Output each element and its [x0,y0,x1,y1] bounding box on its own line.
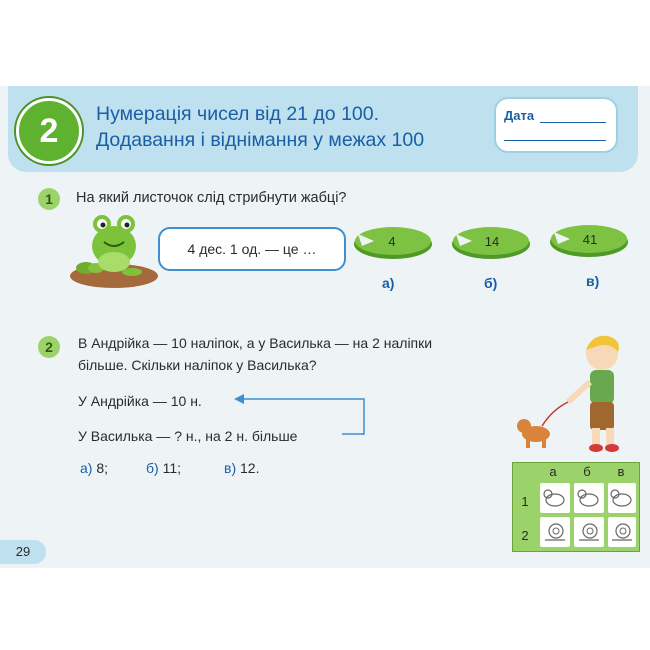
dog-icon [610,487,634,509]
task2-line-andriyko: У Андрійка — 10 н. [78,393,202,409]
snail-icon [610,521,634,543]
frog-illustration [66,206,162,290]
dog-icon [543,487,567,509]
lesson-title-line1: Нумерація чисел від 21 до 100. [96,103,380,125]
task2-question-line2: більше. Скільки наліпок у Василька? [78,357,317,373]
answer-a-value: 8; [96,460,109,476]
task1-speech-bubble: 4 дес. 1 од. — це … [158,227,346,271]
lily-pad-c-value: 41 [582,232,598,247]
grid-row-2: 2 [521,528,529,543]
answer-b-letter: б) [146,460,159,476]
snail-icon [577,521,601,543]
task2-number: 2 [38,336,60,358]
lesson-title [96,101,476,153]
task2-answer-c[interactable] [224,460,259,476]
task2-line-vasylko: У Василька — ? н., на 2 н. більше [78,428,298,444]
date-label: Дата [504,108,535,123]
comparison-arrow [232,390,372,440]
task1-question: На який листочок слід стрибнути жабці? [76,190,347,206]
answer-a-letter: а) [80,460,93,476]
grid-row-1: 1 [521,494,529,509]
answer-b-value: 11; [162,460,182,476]
task2-answer-a[interactable] [80,460,108,476]
snail-icon [543,521,567,543]
task2-answer-b[interactable] [146,460,181,476]
date-field-line-1[interactable] [540,122,606,123]
boy-with-dog-illustration [512,330,632,454]
grid-col-c: в [617,464,625,479]
page-number: 29 [0,540,46,564]
date-field-line-2[interactable] [504,140,606,141]
lily-pad-c-label: в) [586,273,600,289]
task1-number: 1 [38,188,60,210]
answer-c-value: 12. [240,460,260,476]
lily-pad-b-value: 14 [484,234,500,249]
lily-pad-b-label: б) [484,275,498,291]
dog-icon [577,487,601,509]
grid-col-b: б [583,464,591,479]
task2-question-line1: В Андрійка — 10 наліпок, а у Василька — на 2 наліпки [78,335,433,351]
lesson-title-line2: Додавання і віднімання у межах 100 [96,129,425,151]
date-box [494,97,618,153]
grid-col-a: а [549,464,557,479]
lily-pad-a-label: а) [382,275,395,291]
lesson-number-badge: 2 [16,98,82,164]
lily-pad-a-value: 4 [388,234,396,249]
answer-c-letter: в) [224,460,237,476]
